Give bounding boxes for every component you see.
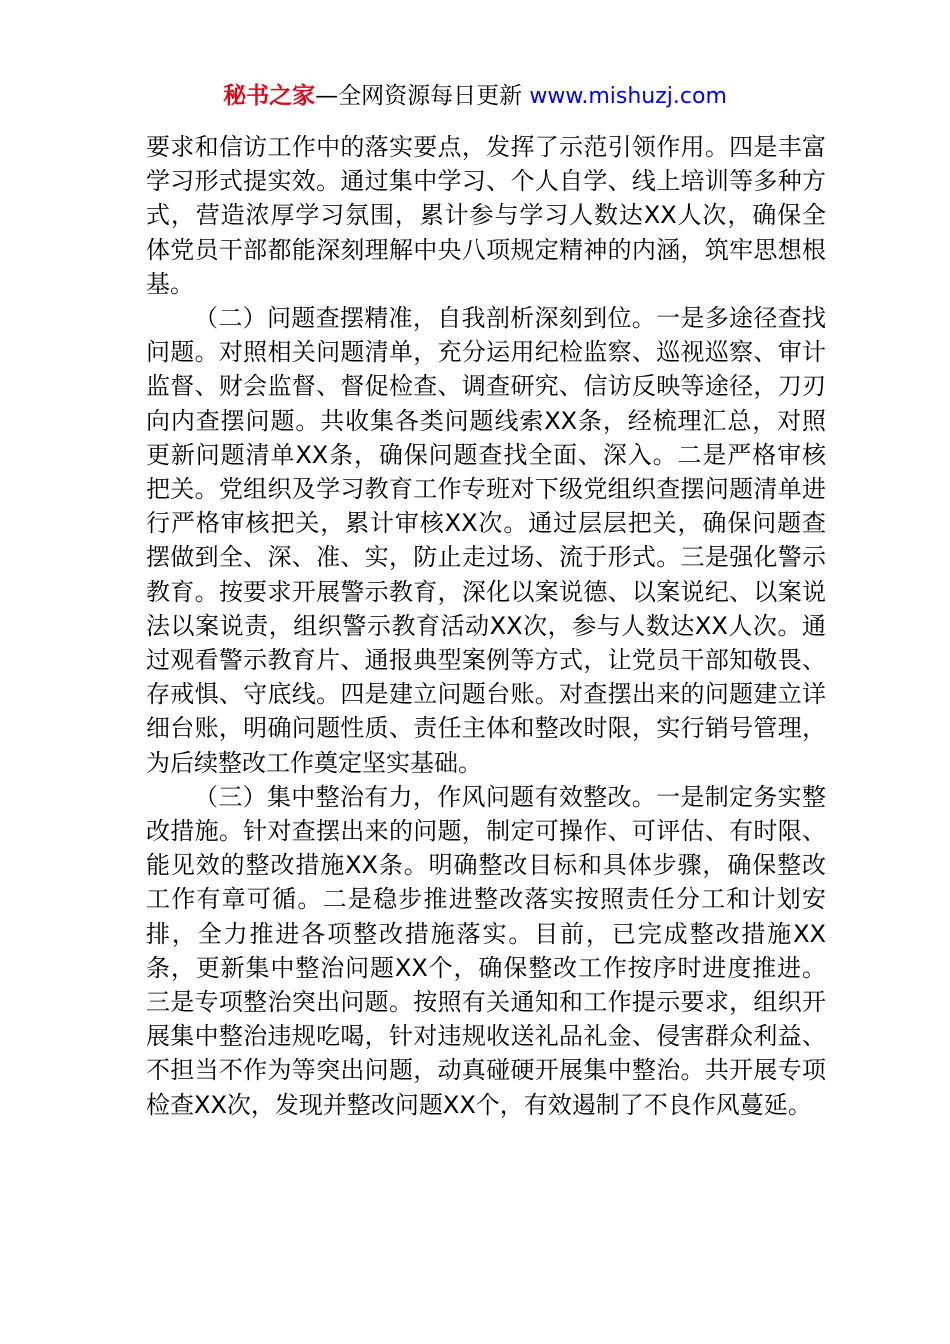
site-brand: 秘书之家	[223, 83, 316, 109]
site-tagline: —全网资源每日更新	[315, 83, 523, 109]
paragraph-continuation: 要求和信访工作中的落实要点，发挥了示范引领作用。四是丰富学习形式提实效。通过集中学习、个人自学、线上培训等多种方式，营造浓厚学习氛围，累计参与学习人数达XX人次，确保全体党员干部都能深刻理解中央八项规定精神的内涵，筑牢思想根基。	[146, 133, 826, 298]
paragraph-section-3: （三）集中整治有力，作风问题有效整改。一是制定务实整改措施。针对查摆出来的问题，制定可操作、可评估、有时限、能见效的整改措施XX条。明确整改目标和具体步骤，确保整改工作有章可循。二是稳步推进整改落实按照责任分工和计划安排，全力推进各项整改措施落实。目前，已完成整改措施XX条，更新集中整治问题XX个，确保整改工作按序时进度推进。三是专项整治突出问题。按照有关通知和工作提示要求，组织开展集中整治违规吃喝，针对违规收送礼品礼金、侵害群众利益、不担当不作为等突出问题，动真碰硬开展集中整治。共开展专项检查XX次，发现并整改问题XX个，有效遏制了不良作风蔓延。	[146, 782, 826, 1119]
document-body	[146, 130, 826, 1122]
paragraph-section-2: （二）问题查摆精准，自我剖析深刻到位。一是多途径查找问题。对照相关问题清单，充分运用纪检监察、巡视巡察、审计监督、财会监督、督促检查、调查研究、信访反映等途径，刀刃向内查摆问题。共收集各类问题线索XX条，经梳理汇总，对照更新问题清单XX条，确保问题查找全面、深入。二是严格审核把关。党组织及学习教育工作专班对下级党组织查摆问题清单进行严格审核把关，累计审核XX次。通过层层把关，确保问题查摆做到全、深、准、实，防止走过场、流于形式。三是强化警示教育。按要求开展警示教育，深化以案说德、以案说纪、以案说法以案说责，组织警示教育活动XX次，参与人数达XX人次。通过观看警示教育片、通报典型案例等方式，让党员干部知敬畏、存戒惧、守底线。四是建立问题台账。对查摆出来的问题建立详细台账，明确问题性质、责任主体和整改时限，实行销号管理，为后续整改工作奠定坚实基础。	[146, 304, 826, 777]
site-header	[0, 80, 950, 113]
site-url-link[interactable]: www.mishuzj.com	[529, 84, 727, 109]
